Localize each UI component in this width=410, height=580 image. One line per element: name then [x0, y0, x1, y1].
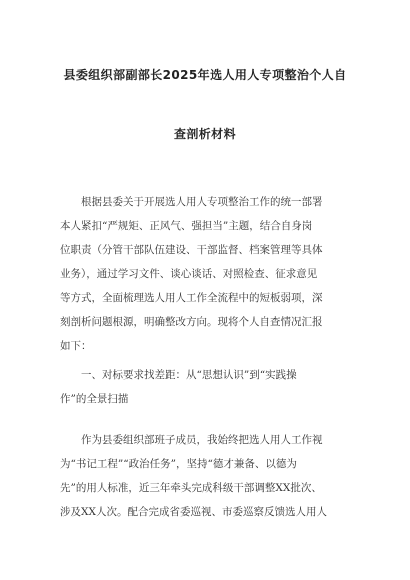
paragraph-line: 先”的用人标准，近三年牵头完成科级干部调整XX批次、 — [60, 482, 322, 494]
heading-line: 一、对标要求找差距：从“思想认识”到“实践操 — [81, 369, 297, 381]
paragraph-line: 作为县委组织部班子成员，我始终把选人用人工作视 — [81, 434, 323, 446]
paragraph-intro — [60, 190, 350, 358]
paragraph-line: 刻剖析问题根源，明确整改方向。现将个人自查情况汇报 — [60, 316, 323, 328]
paragraph-line: 等方式，全面梳理选人用人工作全流程中的短板弱项，深 — [60, 292, 323, 304]
document-title-line-2: 查剖析材料 — [173, 127, 236, 141]
paragraph-section-1 — [60, 428, 350, 524]
paragraph-line: 为“书记工程”“政治任务”，坚持“德才兼备、以德为 — [60, 458, 297, 470]
paragraph-line: 位职责（分管干部队伍建设、干部监督、档案管理等具体 — [60, 244, 323, 256]
paragraph-line: 业务），通过学习文件、谈心谈话、对照检查、征求意见 — [60, 268, 318, 280]
section-heading-1 — [60, 363, 350, 411]
paragraph-line: 根据县委关于开展选人用人专项整治工作的统一部署 — [81, 196, 323, 208]
paragraph-line: 本人紧扣“严规矩、正风气、强担当”主题，结合自身岗 — [60, 220, 313, 232]
paragraph-line: 涉及XX人次。配合完成省委巡视、市委巡察反馈选人用人 — [60, 506, 327, 518]
document-title-line-1: 县委组织部副部长2025年选人用人专项整治个人自 — [63, 68, 347, 82]
heading-line: 作”的全景扫描 — [60, 393, 129, 405]
paragraph-line: 如下： — [60, 340, 92, 352]
